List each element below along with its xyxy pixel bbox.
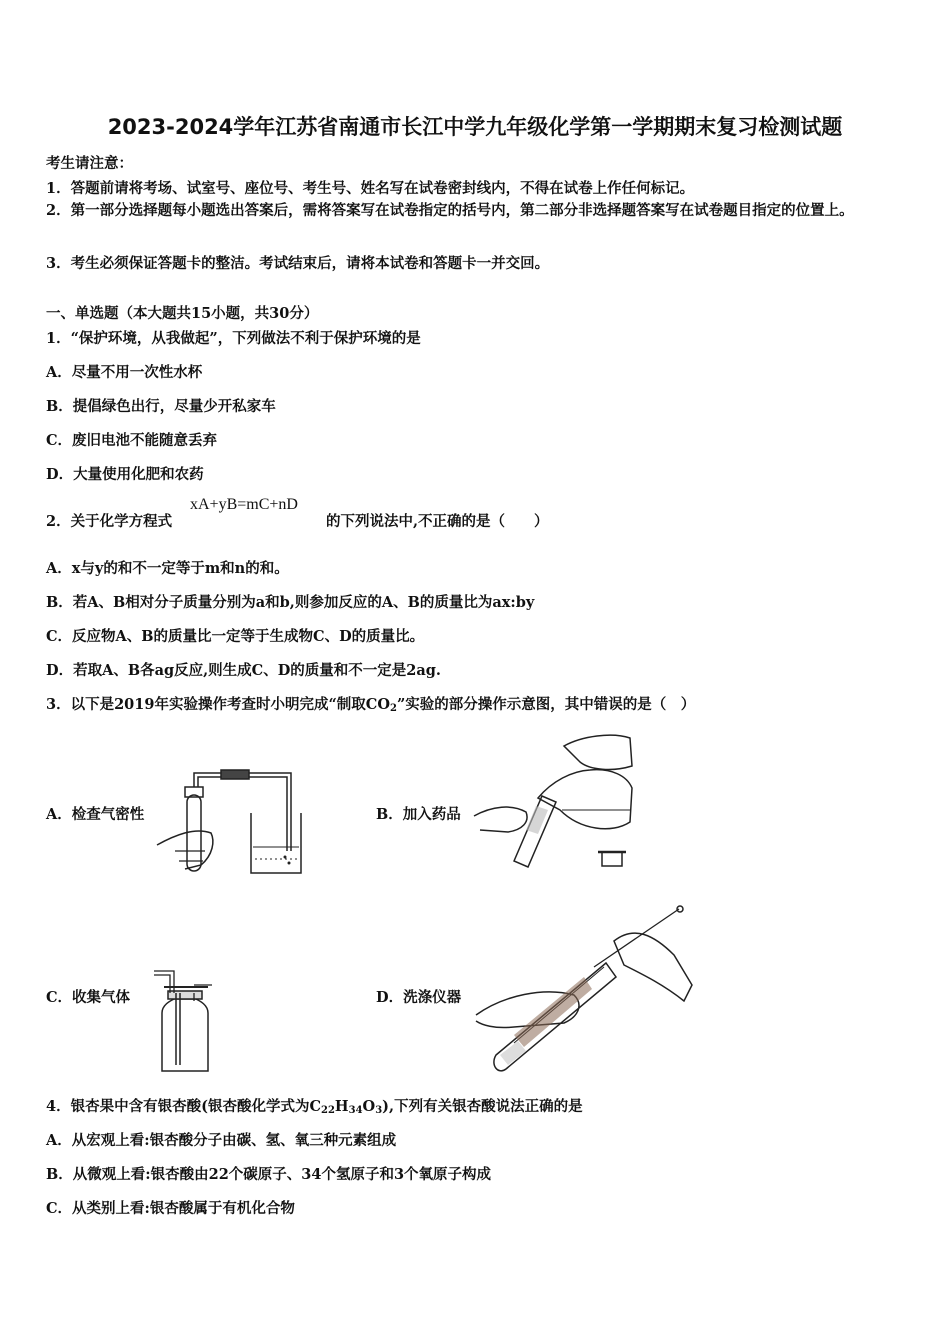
- q4-option-a: A．从宏观上看:银杏酸分子由碳、氢、氧三种元素组成: [46, 1132, 397, 1149]
- adding-chemicals-figure: [472, 726, 642, 876]
- q1-option-b: B．提倡绿色出行，尽量少开私家车: [46, 398, 276, 415]
- q3-option-b: B．加入药品: [376, 806, 461, 823]
- q3-option-c: C．收集气体: [46, 989, 131, 1006]
- q2-option-d: D．若取A、B各ag反应,则生成C、D的质量和不一定是2ag.: [46, 662, 441, 679]
- q2-option-c: C．反应物A、B的质量比一定等于生成物C、D的质量比。: [46, 628, 425, 645]
- q2-stem-before: 2．关于化学方程式: [46, 513, 173, 530]
- q4-option-b: B．从微观上看:银杏酸由22个碳原子、34个氢原子和3个氧原子构成: [46, 1166, 492, 1183]
- question-4-stem: 4．银杏果中含有银杏酸(银杏酸化学式为$C_{22}H_{34}O_3$),下列有关银杏酸说法正确的是: [46, 1098, 583, 1116]
- q2-option-b: B．若A、B相对分子质量分别为a和b,则参加反应的A、B的质量比为ax:by: [46, 594, 535, 611]
- q3-option-a: A．检查气密性: [46, 806, 145, 823]
- q1-option-d: D．大量使用化肥和农药: [46, 466, 204, 483]
- notice-heading: 考生请注意：: [46, 155, 133, 172]
- chemical-equation: xA+yB=mC+nD: [190, 496, 298, 513]
- q1-option-a: A．尽量不用一次性水杯: [46, 364, 203, 381]
- q1-option-c: C．废旧电池不能随意丢弃: [46, 432, 218, 449]
- question-1-stem: 1．“保护环境，从我做起”，下列做法不利于保护环境的是: [46, 330, 421, 347]
- notice-item: 2．第一部分选择题每小题选出答案后，需将答案写在试卷指定的括号内，第二部分非选择题答案写在试卷题目指定的位置上。: [46, 202, 854, 219]
- gas-collection-figure: [150, 967, 216, 1075]
- airtightness-check-figure: [155, 765, 315, 877]
- q4-option-c: C．从类别上看:银杏酸属于有机化合物: [46, 1200, 295, 1217]
- notice-item: 1．答题前请将考场、试室号、座位号、考生号、姓名写在试卷密封线内，不得在试卷上作任何标记。: [46, 180, 695, 197]
- notice-item: 3．考生必须保证答题卡的整洁。考试结束后，请将本试卷和答题卡一并交回。: [46, 255, 550, 272]
- q2-stem-after: 的下列说法中,不正确的是（ ）: [326, 513, 549, 530]
- q2-option-a: A．x与y的和不一定等于m和n的和。: [46, 560, 289, 577]
- question-3-stem: 3．以下是2019年实验操作考查时小明完成“制取$CO_2$”实验的部分操作示意图，其中错误的是（ ）: [46, 696, 696, 714]
- page-title: 2023-2024学年江苏省南通市长江中学九年级化学第一学期期末复习检测试题: [107, 115, 843, 139]
- q3-option-d: D．洗涤仪器: [376, 989, 462, 1006]
- washing-instruments-figure: [474, 905, 700, 1075]
- section-heading: 一、单选题（本大题共15小题，共30分）: [46, 305, 319, 322]
